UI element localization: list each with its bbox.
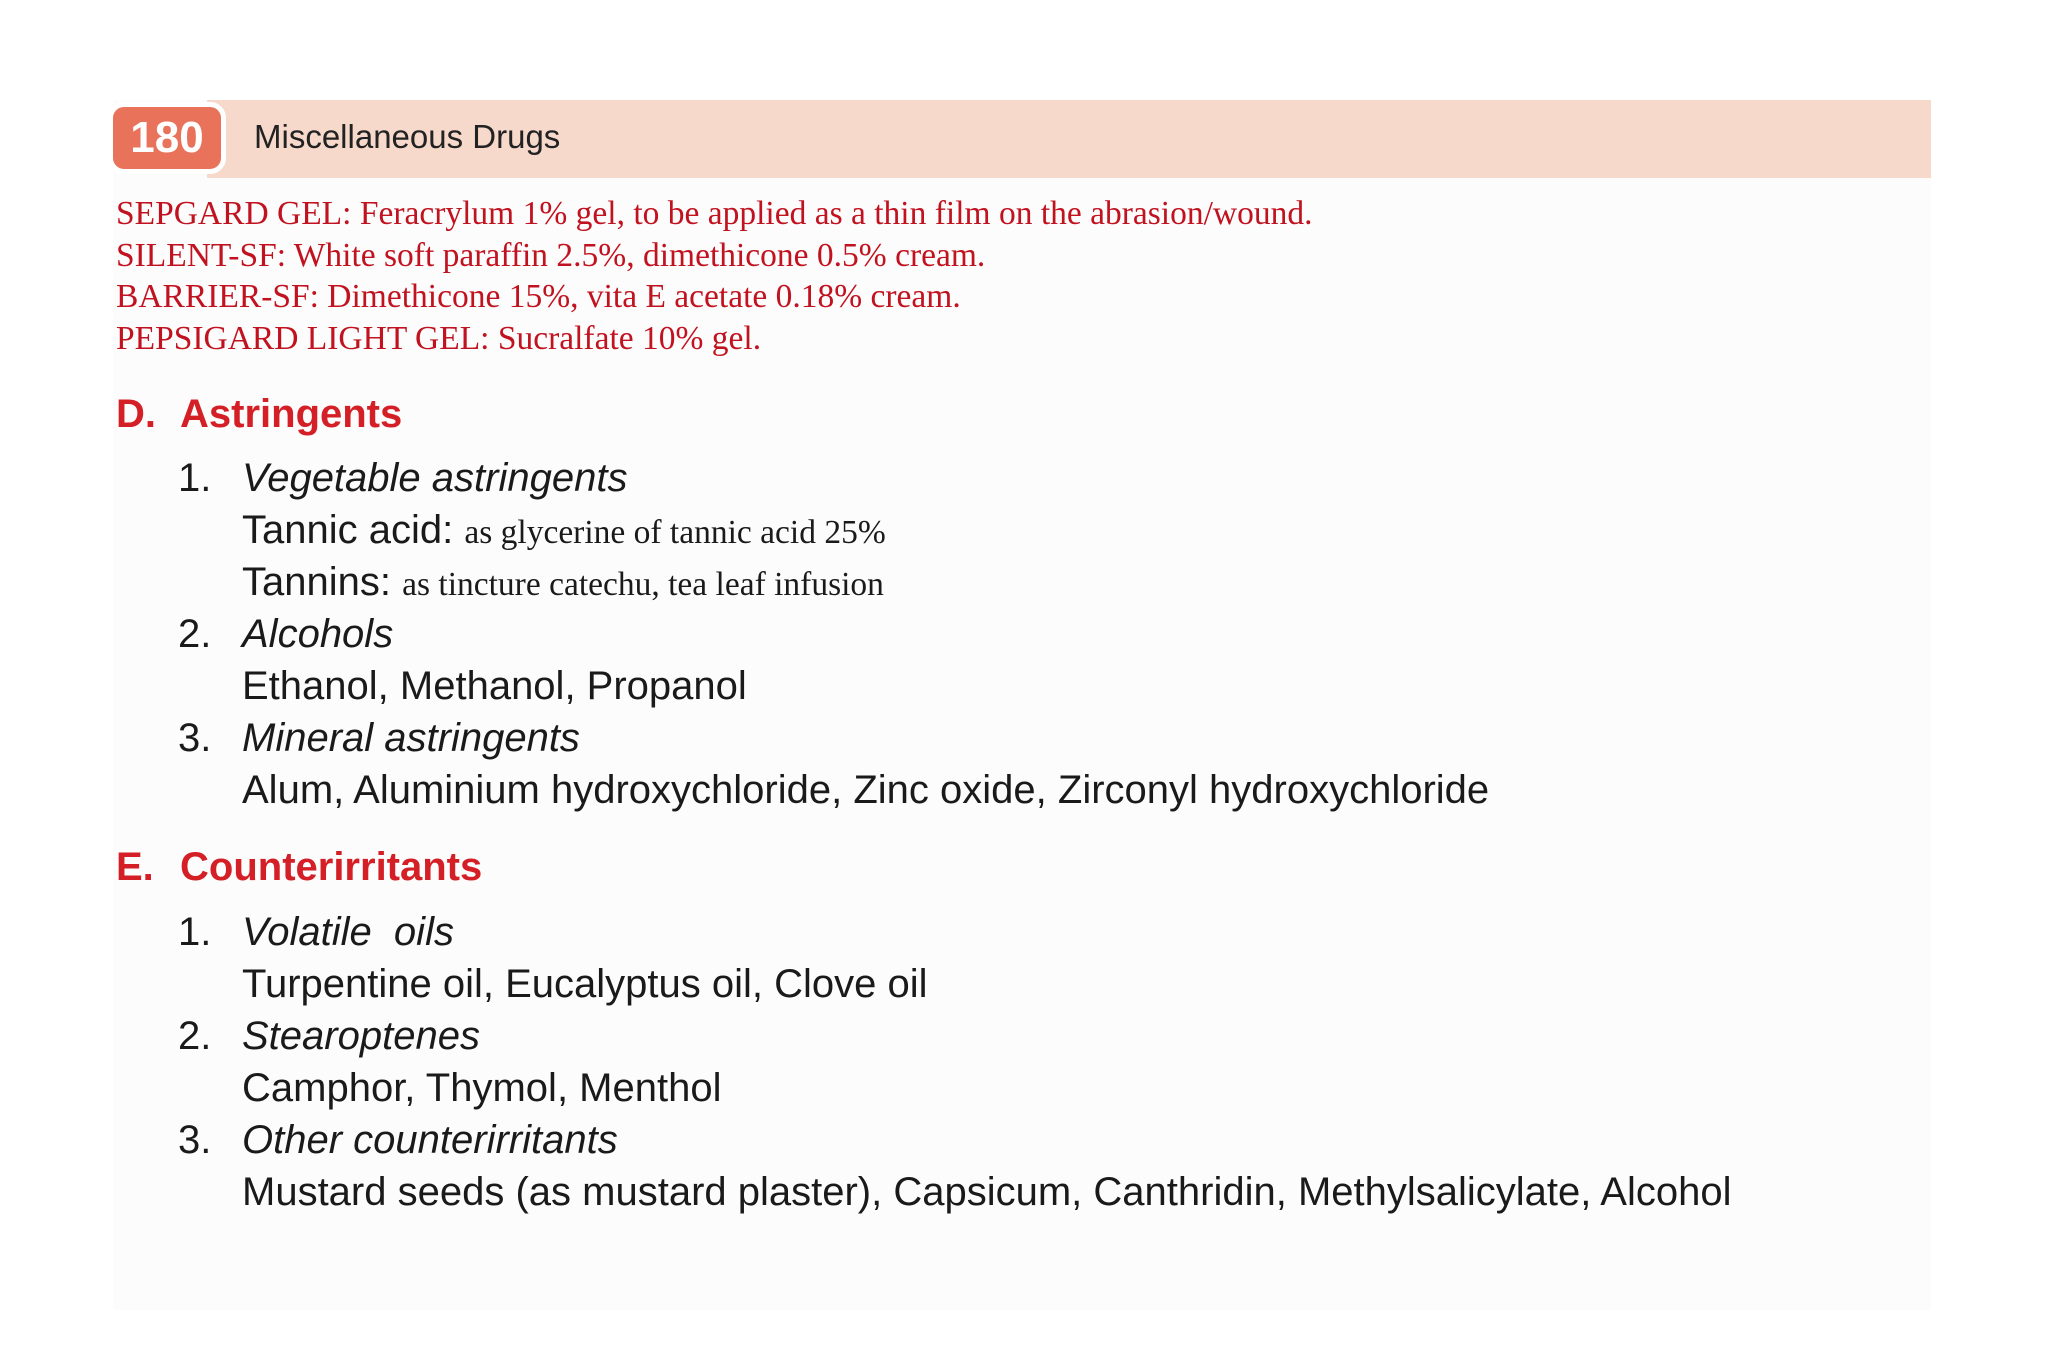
- item-title: Vegetable astringents: [242, 456, 628, 500]
- list-item-heading: [178, 456, 627, 501]
- item-title: Stearoptenes: [242, 1014, 480, 1058]
- section-heading-astringents: [116, 392, 402, 437]
- detail-text: as tincture catechu, tea leaf infusion: [402, 566, 884, 603]
- page-number: 180: [108, 102, 226, 174]
- item-title: Alcohols: [242, 612, 394, 656]
- section-letter: E.: [116, 845, 154, 889]
- item-number: 2.: [178, 612, 212, 656]
- item-number: 1.: [178, 456, 212, 500]
- product-list: [116, 193, 1312, 359]
- section-title: Astringents: [180, 392, 403, 436]
- detail-label: Tannic acid:: [242, 508, 454, 552]
- list-item-detail: Turpentine oil, Eucalyptus oil, Clove oil: [242, 962, 928, 1006]
- detail-text: as glycerine of tannic acid 25%: [464, 514, 886, 551]
- list-item-detail: Ethanol, Methanol, Propanol: [242, 664, 747, 708]
- item-title: Mineral astringents: [242, 716, 580, 760]
- product-line: SILENT-SF: White soft paraffin 2.5%, dimethicone 0.5% cream.: [116, 236, 986, 274]
- list-item-heading: [178, 910, 454, 955]
- list-item-detail: Alum, Aluminium hydroxychloride, Zinc oxide, Zirconyl hydroxychloride: [242, 768, 1490, 812]
- item-number: 1.: [178, 910, 212, 954]
- item-title: Volatile oils: [242, 910, 454, 954]
- list-item-heading: [178, 612, 393, 657]
- section-letter: D.: [116, 392, 156, 436]
- item-number: 3.: [178, 716, 212, 760]
- product-line: SEPGARD GEL: Feracrylum 1% gel, to be applied as a thin film on the abrasion/wound.: [116, 195, 1313, 232]
- product-line: PEPSIGARD LIGHT GEL: Sucralfate 10% gel.: [116, 319, 762, 357]
- list-item-heading: [178, 716, 580, 761]
- list-item-heading: [178, 1118, 618, 1163]
- item-title: Other counterirritants: [242, 1118, 618, 1162]
- chapter-title: Miscellaneous Drugs: [254, 118, 561, 155]
- item-number: 2.: [178, 1014, 212, 1058]
- product-line: BARRIER-SF: Dimethicone 15%, vita E acetate 0.18% cream.: [116, 278, 961, 315]
- list-item-heading: [178, 1014, 480, 1059]
- list-item-detail: Mustard seeds (as mustard plaster), Capsicum, Canthridin, Methylsalicylate, Alcohol: [242, 1170, 1732, 1214]
- detail-label: Tannins:: [242, 560, 391, 604]
- item-number: 3.: [178, 1118, 212, 1162]
- list-item-detail: Camphor, Thymol, Menthol: [242, 1066, 722, 1110]
- list-item-detail: [242, 560, 884, 605]
- list-item-detail: [242, 508, 886, 553]
- section-title: Counterirritants: [180, 845, 483, 889]
- section-heading-counterirritants: [116, 845, 482, 890]
